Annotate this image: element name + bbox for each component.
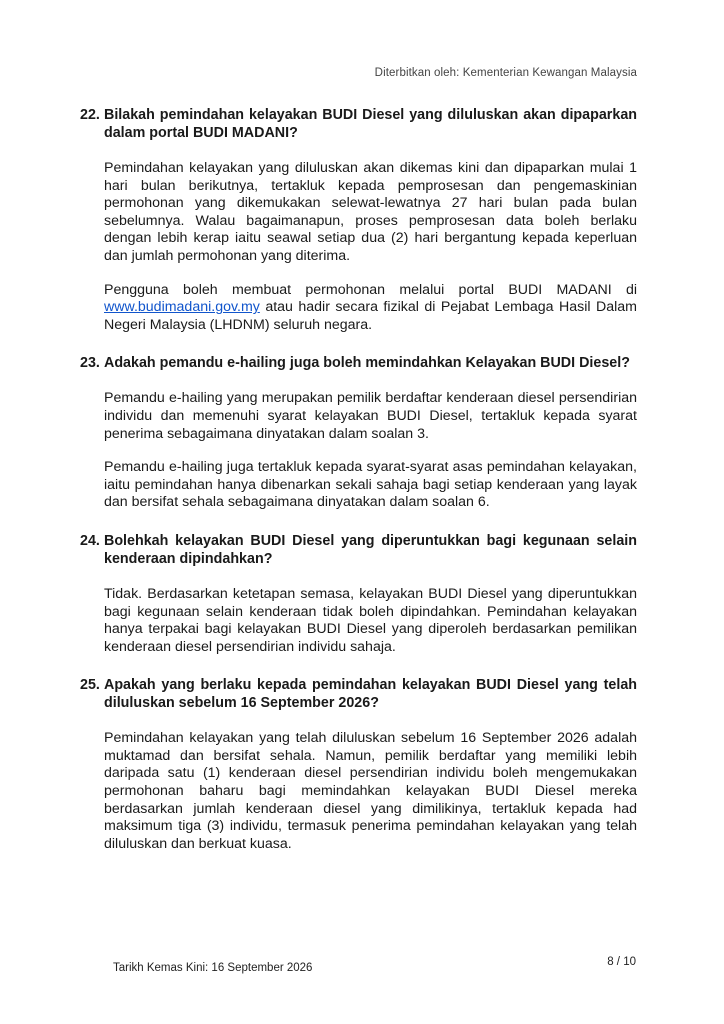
faq-item-22 [80, 106, 637, 334]
answer-body [104, 160, 637, 334]
question-heading [80, 676, 637, 712]
answer-paragraph: Pemindahan kelayakan yang telah diluluskan sebelum 16 September 2026 adalah muktamad dan bersifat sehala. Namun, pemilik berdaftar yang memiliki lebih daripada satu (1) kenderaan diesel persendirian individu boleh mengemukakan permohonan baharu bagi memindahkan kelayakan BUDI Diesel mereka berdasarkan jumlah kenderaan diesel yang dimilikinya, tertakluk kepada had maksimum tiga (3) individu, termasuk penerima pemindahan kelayakan yang telah diluluskan dan berkuat kuasa. [104, 730, 637, 852]
question-text: Bilakah pemindahan kelayakan BUDI Diesel yang diluluskan akan dipaparkan dalam portal BUDI MADANI? [104, 107, 637, 141]
answer-paragraph: Pemandu e-hailing juga tertakluk kepada syarat-syarat asas pemindahan kelayakan, iaitu pemindahan hanya dibenarkan sekali sahaja bagi setiap kenderaan yang layak dan bersifat sehala sebagaimana dinyatakan dalam soalan 6. [104, 459, 637, 511]
faq-item-24 [80, 532, 637, 656]
faq-content [80, 106, 637, 873]
answer-paragraph-with-link [104, 282, 637, 335]
budimadani-link[interactable]: www.budimadani.gov.my [104, 299, 260, 316]
question-number: 22. [80, 107, 100, 123]
answer-body [104, 730, 637, 853]
page-header-publisher: Diterbitkan oleh: Kementerian Kewangan Malaysia [374, 67, 637, 79]
faq-item-25 [80, 676, 637, 853]
question-text: Apakah yang berlaku kepada pemindahan kelayakan BUDI Diesel yang telah diluluskan sebelum 16 September 2026? [104, 677, 637, 712]
link-text-before: Pengguna boleh membuat permohonan melalui portal BUDI MADANI di [104, 281, 637, 298]
footer-updated-date: Tarikh Kemas Kini: 16 September 2026 [113, 962, 313, 974]
answer-paragraph: Pemandu e-hailing yang merupakan pemilik berdaftar kenderaan diesel persendirian individu dan memenuhi syarat kelayakan BUDI Diesel, tertakluk kepada syarat penerima sebagaimana dinyatakan dalam soalan 3. [104, 390, 637, 442]
answer-paragraph: Tidak. Berdasarkan ketetapan semasa, kelayakan BUDI Diesel yang diperuntukkan bagi kegunaan selain kenderaan tidak boleh dipindahkan. Pemindahan kelayakan hanya terpakai bagi kelayakan BUDI Diesel yang diperoleh berdasarkan pemilikan kenderaan diesel persendirian individu sahaja. [104, 585, 637, 655]
question-number: 25. [80, 677, 100, 694]
question-number: 23. [80, 355, 100, 372]
question-heading [80, 354, 637, 372]
answer-body [104, 390, 637, 512]
question-text: Adakah pemandu e-hailing juga boleh memindahkan Kelayakan BUDI Diesel? [104, 355, 630, 372]
question-heading [80, 532, 637, 568]
question-text: Bolehkah kelayakan BUDI Diesel yang diperuntukkan bagi kegunaan selain kenderaan dipindahkan? [104, 532, 637, 567]
question-heading [80, 106, 637, 142]
footer-page-number: 8 / 10 [607, 956, 636, 968]
faq-item-23 [80, 354, 637, 512]
question-number: 24. [80, 532, 100, 549]
answer-paragraph: Pemindahan kelayakan yang diluluskan akan dikemas kini dan dipaparkan mulai 1 hari bulan berikutnya, tertakluk kepada pemprosesan dan pengemaskinian permohonan yang dikemukakan selewat-lewatnya 27 hari bulan pada bulan sebelumnya. Walau bagaimanapun, proses pemprosesan data boleh berlaku dengan lebih kerap iaitu seawal setiap dua (2) hari bergantung kepada keperluan dan jumlah permohonan yang diterima. [104, 160, 637, 264]
answer-body [104, 586, 637, 656]
link-text-after: atau hadir secara fizikal di Pejabat Lembaga Hasil Dalam Negeri Malaysia (LHDNM) seluruh negara. [104, 299, 637, 333]
